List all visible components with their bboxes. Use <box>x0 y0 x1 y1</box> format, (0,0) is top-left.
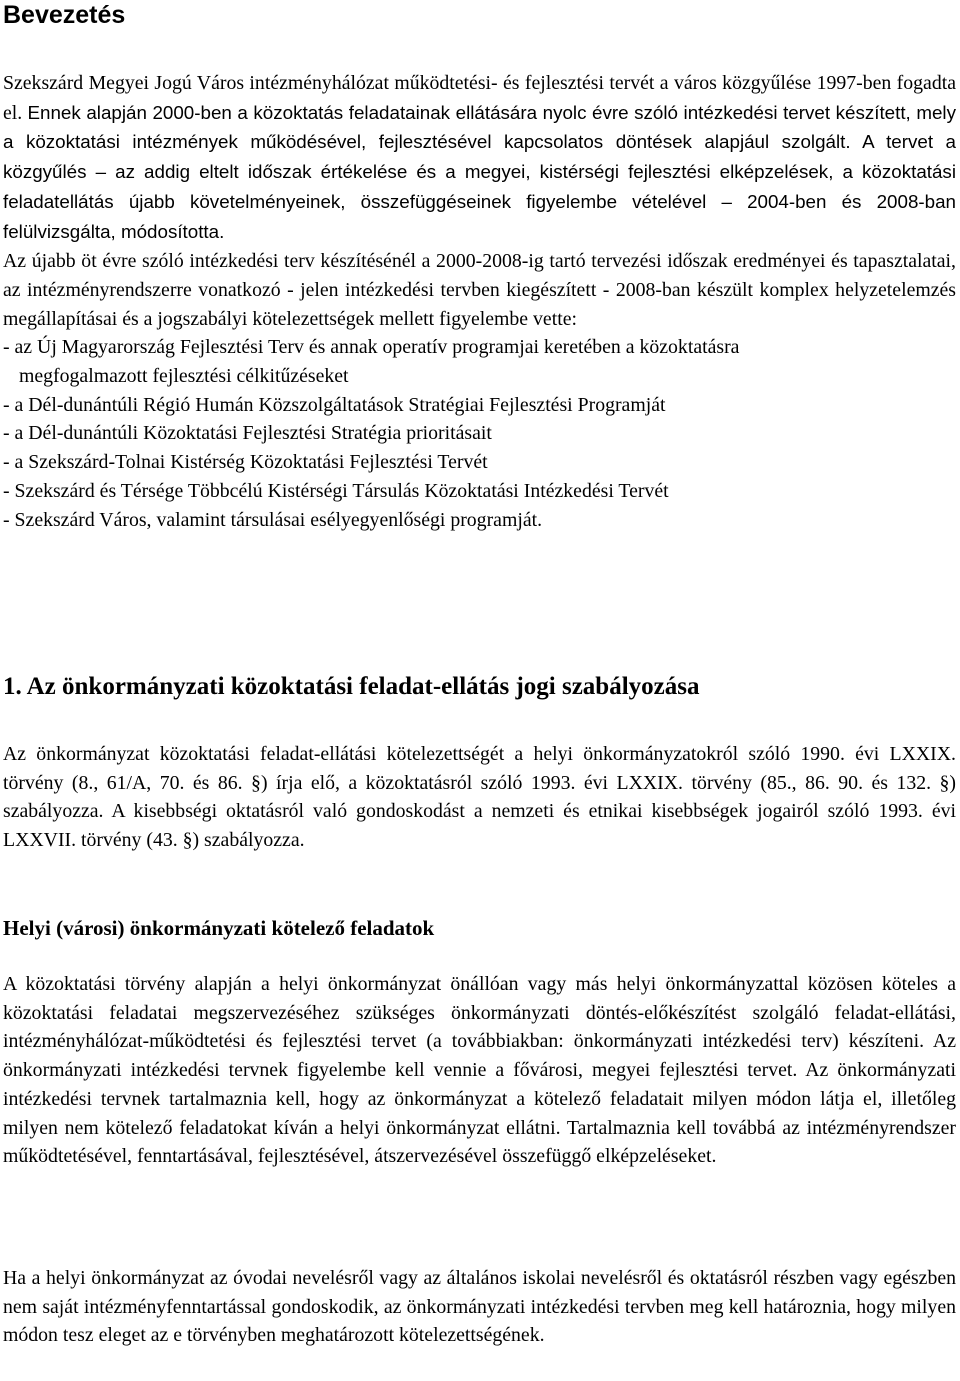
chapter-1-paragraph-3: Ha a helyi önkormányzat az óvodai nevelésről vagy az általános iskolai nevelésről és oktatásról részben vagy egészben nem saját intézményfenntartással gondoskodik, az önkormányzati intézkedési tervben meg kell határoznia, hogy milyen módon tesz eleget az e törvényben meghatározott kötelezettségének. <box>3 1267 956 1347</box>
list-item: - Szekszárd Város, valamint társulásai esélyegyenlőségi programját. <box>3 508 543 531</box>
list-item-continuation: megfogalmazott fejlesztési célkitűzéseket <box>19 365 349 388</box>
intro-heading: Bevezetés <box>3 1 126 29</box>
chapter-1-paragraph-2: A közoktatási törvény alapján a helyi önkormányzat önállóan vagy más helyi önkormányzattal közösen köteles a közoktatási feladatai megszervezéséhez szükséges önkormányzati döntés-előkészítést szolgáló feladat-ellátási, intézményhálózat-működtetési és fejlesztési tervet (a továbbiakban: önkormányzati intézkedési terv) készíteni. Az önkormányzati intézkedési tervnek figyelembe kell vennie a fővárosi, megyei fejlesztési tervet. Az önkormányzati intézkedési tervnek tartalmaznia kell, hogy az önkormányzat a kötelező feladatait milyen módon látja el, illetőleg milyen nem kötelező feladatokat kíván a helyi önkormányzat ellátni. Tartalmaznia kell továbbá az intézményrendszer működtetésével, fenntartásával, fejlesztésével, átszervezésével összefüggő elképzeléseket. <box>3 973 956 1168</box>
intro-paragraph-2: Az újabb öt évre szóló intézkedési terv készítésénél a 2000-2008-ig tartó tervezési időszak eredményei és tapasztalatai, az intézményrendszerre vonatkozó - jelen intézkedési tervben kiegészített - 2008-ban készült komplex helyzetelemzés megállapításai és a jogszabályi kötelezettségek mellett figyelembe vette: <box>3 250 956 330</box>
list-item-line: - az Új Magyarország Fejlesztési Terv és annak operatív programjai keretében a közoktatásra <box>3 336 740 359</box>
intro-body <box>3 69 956 534</box>
chapter-1-subheading: Helyi (városi) önkormányzati kötelező feladatok <box>3 916 435 940</box>
chapter-1-paragraph-1: Az önkormányzat közoktatási feladat-ellátási kötelezettségét a helyi önkormányzatokról szóló 1990. évi LXXIX. törvény (8., 61/A, 70. és 86. §) írja elő, a közoktatásról szóló 1993. évi LXXIX. törvény (85., 86. 90. és 132. §) szabályozza. A kisebbségi oktatásról való gondoskodást a nemzeti és etnikai kisebbségek jogairól szóló 1993. évi LXXVII. törvény (43. §) szabályozza. <box>3 743 956 852</box>
chapter-1-heading: 1. Az önkormányzati közoktatási feladat-ellátás jogi szabályozása <box>3 673 700 700</box>
list-item: - Szekszárd és Térsége Többcélú Kistérségi Társulás Közoktatási Intézkedési Tervét <box>3 479 669 502</box>
list-item: - a Szekszárd-Tolnai Kistérség Közoktatási Fejlesztési Tervét <box>3 451 488 474</box>
list-item <box>3 333 956 390</box>
intro-bullet-list <box>3 333 956 534</box>
intro-p1-start: Szekszárd Megyei Jogú Város intézményhálózat működtetési- és fejlesztési tervét a város közgyűlése 1997-ben fogadta el. <box>3 72 956 124</box>
intro-p1-rest: Ennek alapján 2000-ben a közoktatás feladatainak ellátására nyolc évre szóló intézkedési tervet készített, mely a közoktatási intézmények működésével, fejlesztésével kapcsolatos döntések alapjául szolgált. <box>3 101 956 153</box>
list-item: - a Dél-dunántúli Régió Humán Közszolgáltatások Stratégiai Fejlesztési Programját <box>3 393 666 416</box>
intro-p1b: A tervet a közgyűlés – az addig eltelt időszak értékelése és a megyei, kistérségi fejlesztési elképzelések, a közoktatási feladatellátás újabb követelményeinek, összefüggéseinek figyelembe vételével – 2004-ben és 2008-ban felülvizsgálta, módosította. <box>3 131 956 242</box>
list-item: - a Dél-dunántúli Közoktatási Fejlesztési Stratégia prioritásait <box>3 422 492 445</box>
intro-text-block <box>3 69 956 247</box>
